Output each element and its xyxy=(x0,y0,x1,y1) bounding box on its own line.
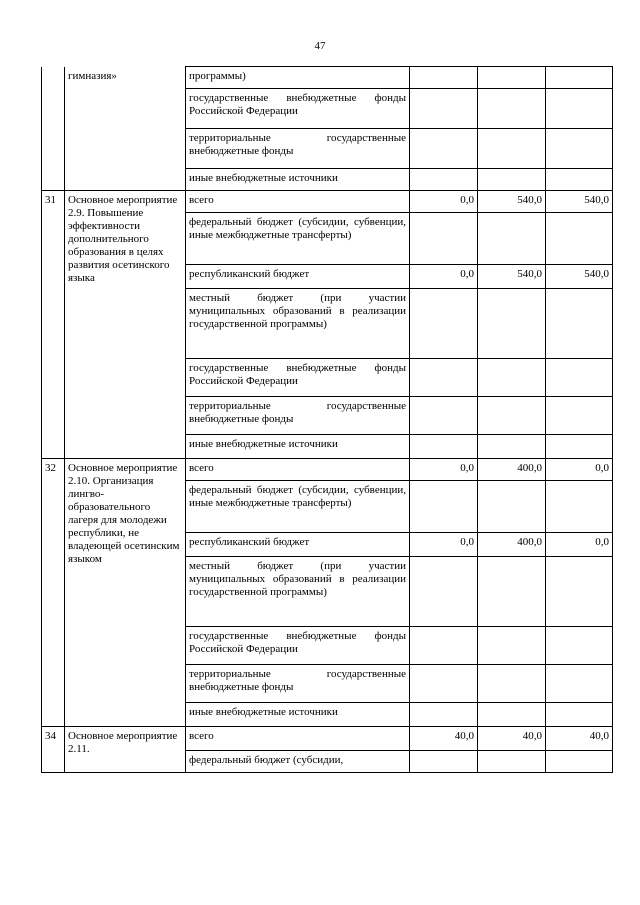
value-year-3 xyxy=(546,359,613,397)
measure-name: Основное мероприятие 2.11. xyxy=(65,727,186,773)
value-year-3 xyxy=(546,397,613,435)
funding-source: государственные внебюджетные фонды Российской Федерации xyxy=(186,359,410,397)
value-year-2 xyxy=(478,751,546,773)
funding-source: государственные внебюджетные фонды Российской Федерации xyxy=(186,627,410,665)
value-year-1: 0,0 xyxy=(410,459,478,481)
table-body xyxy=(42,67,613,773)
value-year-1 xyxy=(410,89,478,129)
value-year-2 xyxy=(478,703,546,727)
value-year-2 xyxy=(478,481,546,533)
value-year-3: 0,0 xyxy=(546,459,613,481)
value-year-2 xyxy=(478,169,546,191)
row-number: 32 xyxy=(42,459,65,727)
value-year-3 xyxy=(546,481,613,533)
value-year-2: 400,0 xyxy=(478,533,546,557)
value-year-2: 540,0 xyxy=(478,191,546,213)
value-year-3 xyxy=(546,751,613,773)
funding-source: территориальные государственные внебюджетные фонды xyxy=(186,665,410,703)
value-year-3 xyxy=(546,703,613,727)
measure-name: гимназия» xyxy=(65,67,186,191)
value-year-2 xyxy=(478,213,546,265)
row-number: 34 xyxy=(42,727,65,773)
funding-source: всего xyxy=(186,191,410,213)
funding-source: всего xyxy=(186,727,410,751)
value-year-3 xyxy=(546,289,613,359)
value-year-1: 0,0 xyxy=(410,533,478,557)
value-year-1 xyxy=(410,67,478,89)
value-year-3: 540,0 xyxy=(546,265,613,289)
value-year-3: 40,0 xyxy=(546,727,613,751)
table-row xyxy=(42,191,613,213)
value-year-3 xyxy=(546,627,613,665)
table-row xyxy=(42,67,613,89)
value-year-3 xyxy=(546,67,613,89)
funding-source: иные внебюджетные источники xyxy=(186,435,410,459)
value-year-2 xyxy=(478,289,546,359)
measure-name: Основное мероприятие 2.10. Организация лингво-образовательного лагеря для молодежи республики, не владеющей осетинским языком xyxy=(65,459,186,727)
value-year-1 xyxy=(410,435,478,459)
value-year-1 xyxy=(410,703,478,727)
value-year-1: 0,0 xyxy=(410,265,478,289)
funding-source: иные внебюджетные источники xyxy=(186,169,410,191)
value-year-3 xyxy=(546,665,613,703)
funding-source: местный бюджет (при участии муниципальных образований в реализации государственной программы) xyxy=(186,289,410,359)
value-year-1 xyxy=(410,289,478,359)
funding-source: федеральный бюджет (субсидии, субвенции, иные межбюджетные трансферты) xyxy=(186,213,410,265)
value-year-3 xyxy=(546,89,613,129)
row-number: 31 xyxy=(42,191,65,459)
value-year-2: 40,0 xyxy=(478,727,546,751)
table-row xyxy=(42,459,613,481)
funding-source: территориальные государственные внебюджетные фонды xyxy=(186,129,410,169)
page-number: 47 xyxy=(314,40,326,52)
value-year-2 xyxy=(478,557,546,627)
value-year-2 xyxy=(478,89,546,129)
row-number xyxy=(42,67,65,191)
value-year-2 xyxy=(478,67,546,89)
value-year-3 xyxy=(546,435,613,459)
funding-source: иные внебюджетные источники xyxy=(186,703,410,727)
value-year-2: 540,0 xyxy=(478,265,546,289)
table-row xyxy=(42,727,613,751)
funding-source: республиканский бюджет xyxy=(186,533,410,557)
funding-source: местный бюджет (при участии муниципальных образований в реализации государственной программы) xyxy=(186,557,410,627)
funding-source: программы) xyxy=(186,67,410,89)
value-year-2 xyxy=(478,627,546,665)
value-year-3 xyxy=(546,213,613,265)
funding-source: территориальные государственные внебюджетные фонды xyxy=(186,397,410,435)
value-year-1 xyxy=(410,213,478,265)
value-year-3 xyxy=(546,129,613,169)
value-year-2 xyxy=(478,129,546,169)
value-year-1 xyxy=(410,751,478,773)
funding-source: всего xyxy=(186,459,410,481)
value-year-1 xyxy=(410,129,478,169)
funding-source: федеральный бюджет (субсидии, субвенции, иные межбюджетные трансферты) xyxy=(186,481,410,533)
funding-source: республиканский бюджет xyxy=(186,265,410,289)
value-year-1 xyxy=(410,359,478,397)
value-year-3: 540,0 xyxy=(546,191,613,213)
value-year-1 xyxy=(410,397,478,435)
value-year-1 xyxy=(410,481,478,533)
funding-source: государственные внебюджетные фонды Российской Федерации xyxy=(186,89,410,129)
value-year-2: 400,0 xyxy=(478,459,546,481)
value-year-2 xyxy=(478,397,546,435)
value-year-3 xyxy=(546,169,613,191)
value-year-1: 0,0 xyxy=(410,191,478,213)
value-year-1 xyxy=(410,627,478,665)
value-year-1 xyxy=(410,557,478,627)
value-year-1 xyxy=(410,665,478,703)
measure-name: Основное мероприятие 2.9. Повышение эффективности дополнительного образования в целях развития осетинского языка xyxy=(65,191,186,459)
funding-source: федеральный бюджет (субсидии, xyxy=(186,751,410,773)
value-year-3: 0,0 xyxy=(546,533,613,557)
budget-table xyxy=(41,66,613,773)
value-year-2 xyxy=(478,665,546,703)
value-year-2 xyxy=(478,435,546,459)
value-year-1 xyxy=(410,169,478,191)
value-year-3 xyxy=(546,557,613,627)
value-year-1: 40,0 xyxy=(410,727,478,751)
value-year-2 xyxy=(478,359,546,397)
